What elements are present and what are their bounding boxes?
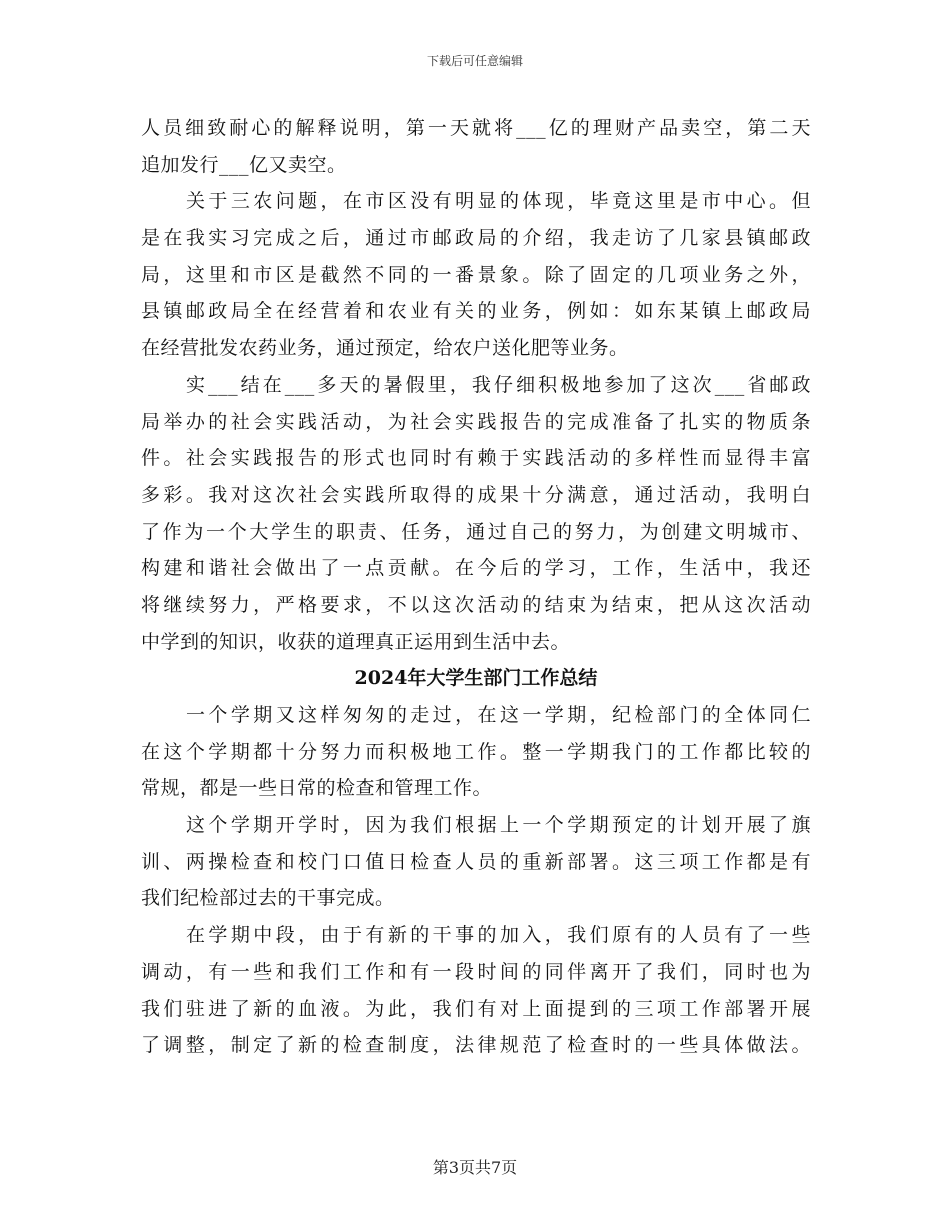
text-line: 我们驻进了新的血液。为此，我们有对上面提到的三项工作部署开展: [141, 997, 811, 1020]
text-line: 了调整，制定了新的检查制度，法律规范了检查时的一些具体做法。: [141, 1034, 811, 1057]
page-number: 第3页共7页: [432, 1158, 518, 1177]
text-line: 在经营批发农药业务，通过预定，给农户送化肥等业务。: [141, 337, 629, 360]
text-line: 多彩。我对这次社会实践所取得的成果十分满意，通过活动，我明白: [141, 483, 811, 506]
text-line: 关于三农问题，在市区没有明显的体现，毕竟这里是市中心。但: [186, 190, 811, 213]
text-line: 实___结在___多天的暑假里，我仔细积极地参加了这次___省邮政: [186, 373, 811, 396]
text-line: 局，这里和市区是截然不同的一番景象。除了固定的几项业务之外，: [141, 263, 811, 286]
text-line: 是在我实习完成之后，通过市邮政局的介绍，我走访了几家县镇邮政: [141, 227, 811, 250]
text-line: 将继续努力，严格要求，不以这次活动的结束为结束，把从这次活动: [141, 593, 811, 616]
page-header-note: 下载后可任意编辑: [426, 54, 523, 68]
text-line: 追加发行___亿又卖空。: [141, 153, 347, 176]
text-line: 我们纪检部过去的干事完成。: [141, 887, 395, 910]
text-line: 一个学期又这样匆匆的走过，在这一学期，纪检部门的全体同仁: [186, 704, 811, 726]
text-line: 在这个学期都十分努力而积极地工作。整一学期我门的工作都比较的: [141, 740, 811, 763]
text-line: 常规，都是一些日常的检查和管理工作。: [141, 777, 493, 800]
text-line: 构建和谐社会做出了一点贡献。在今后的学习，工作，生活中，我还: [141, 557, 811, 580]
text-line: 在学期中段，由于有新的干事的加入，我们原有的人员有了一些: [186, 924, 811, 947]
text-line: 训、两操检查和校门口值日检查人员的重新部署。这三项工作都是有: [141, 850, 811, 873]
text-line: 调动，有一些和我们工作和有一段时间的同伴离开了我们，同时也为: [141, 960, 811, 983]
text-line: 这个学期开学时，因为我们根据上一个学期预定的计划开展了旗: [186, 814, 811, 837]
text-line: 了作为一个大学生的职责、任务，通过自己的努力，为创建文明城市、: [141, 520, 811, 543]
text-line: 县镇邮政局全在经营着和农业有关的业务，例如：如东某镇上邮政局: [141, 300, 811, 323]
text-line: 中学到的知识，收获的道理真正运用到生活中去。: [141, 630, 571, 653]
section-title: 2024年大学生部门工作总结: [354, 667, 598, 690]
text-line: 件。社会实践报告的形式也同时有赖于实践活动的多样性而显得丰富: [141, 447, 811, 470]
document-body: [141, 110, 811, 1064]
text-line: 局举办的社会实践活动，为社会实践报告的完成准备了扎实的物质条: [141, 410, 811, 433]
text-line: 人员细致耐心的解释说明，第一天就将___亿的理财产品卖空，第二天: [141, 117, 811, 139]
